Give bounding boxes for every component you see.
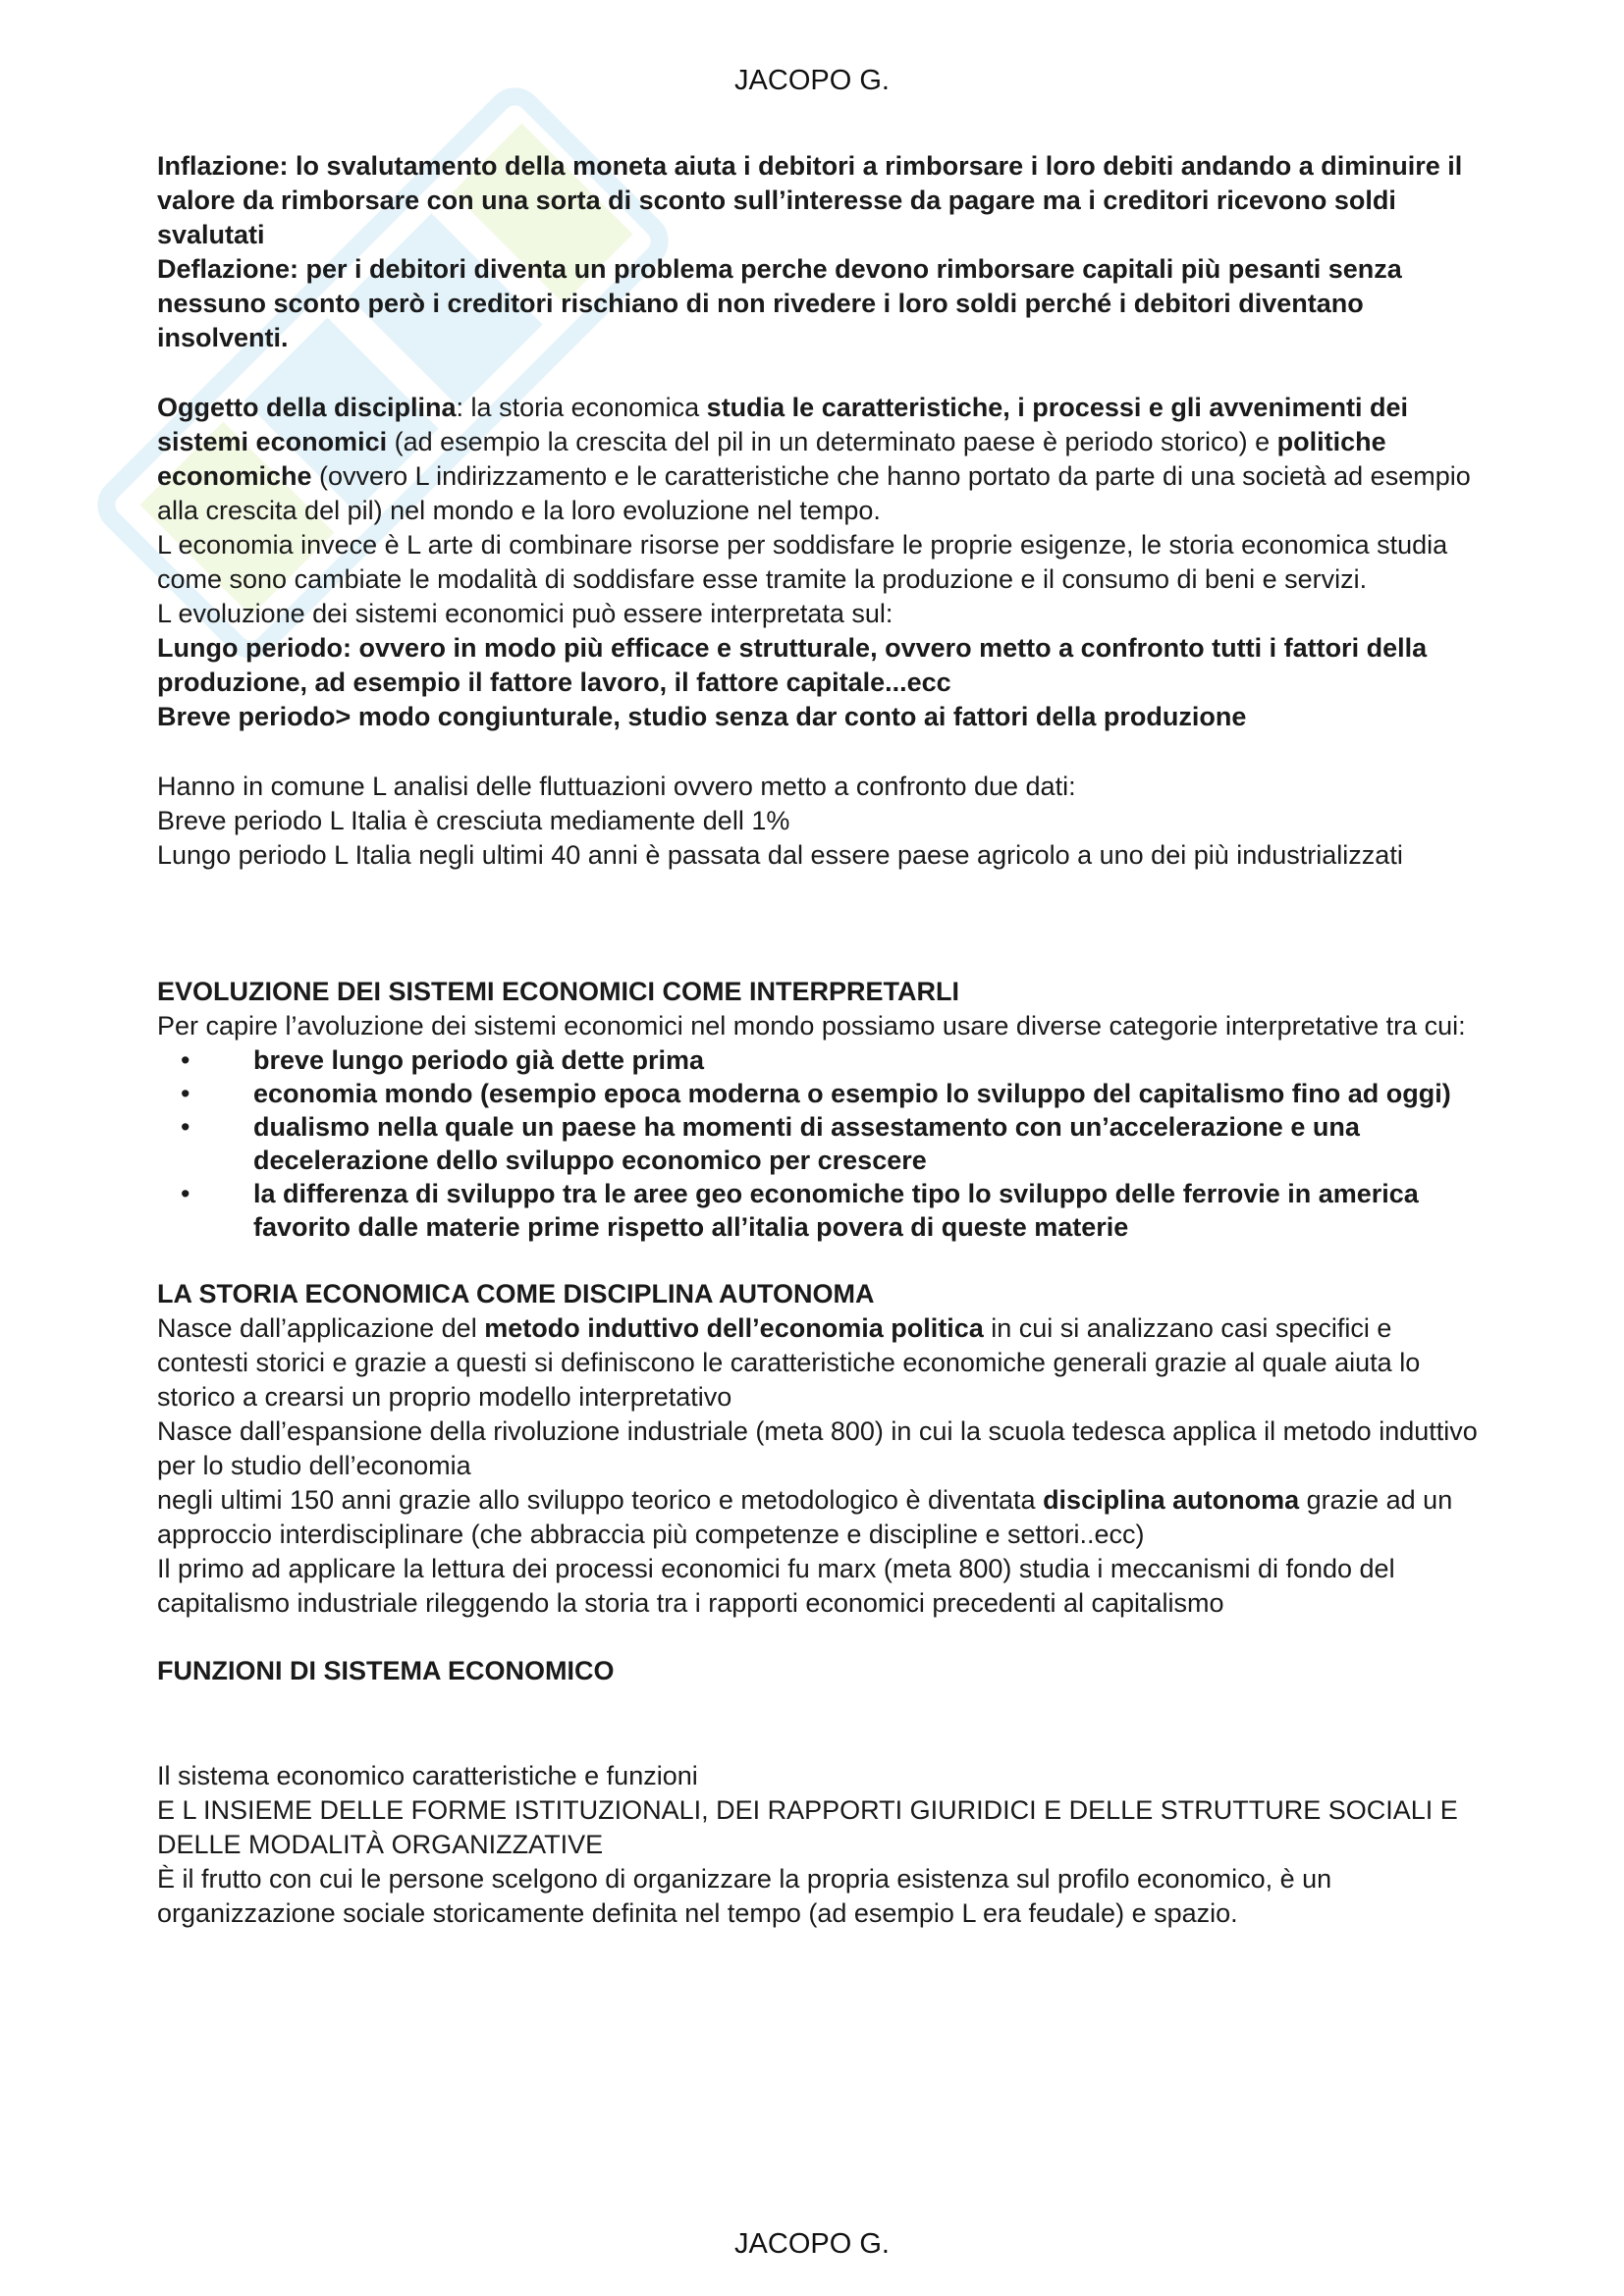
para-autonoma-1: Nasce dall’applicazione del metodo induttivo dell’economia politica in cui si analizzano casi specifici e contesti storici e grazie a questi si definiscono le caratteristiche economiche generali grazie al quale aiuta lo storico a crearsi un proprio modello interpretativo <box>157 1313 1421 1412</box>
list-item: • la differenza di sviluppo tra le aree geo economiche tipo lo sviluppo delle ferrovie in america favorito dalle materie prime rispetto all’italia povera di queste materie <box>181 1179 1419 1242</box>
para-autonoma-3: negli ultimi 150 anni grazie allo sviluppo teorico e metodologico è diventata disciplina autonoma grazie ad un approccio interdisciplinare (che abbraccia più competenze e discipline e settori..ecc) <box>157 1485 1453 1549</box>
para-funzioni-1: Il sistema economico caratteristiche e funzioni <box>157 1761 698 1790</box>
para-breve-italia: Breve periodo L Italia è cresciuta mediamente dell 1% <box>157 806 790 835</box>
para-oggetto: Oggetto della disciplina: la storia economica studia le caratteristiche, i processi e gli avvenimenti dei sistemi economici (ad esempio la crescita del pil in un determinato paese è periodo storico) e politiche economiche (ovvero L indirizzamento e le caratteristiche che hanno portato da parte di una società ad esempio alla crescita del pil) nel mondo e la loro evoluzione nel tempo. <box>157 393 1471 525</box>
list-item: • economia mondo (esempio epoca moderna o esempio lo sviluppo del capitalismo fino ad oggi) <box>181 1079 1451 1108</box>
heading-autonoma: LA STORIA ECONOMICA COME DISCIPLINA AUTONOMA <box>157 1279 875 1308</box>
para-inflazione: Inflazione: lo svalutamento della moneta aiuta i debitori a rimborsare i loro debiti andando a diminuire il valore da rimborsare con una sorta di sconto sull’interesse da pagare ma i creditori ricevono soldi svalutati <box>157 151 1463 249</box>
para-evoluzione-intro: Per capire l’avoluzione dei sistemi economici nel mondo possiamo usare diverse categorie interpretative tra cui: <box>157 1011 1466 1041</box>
page-footer: JACOPO G. <box>734 2228 890 2260</box>
page-header: JACOPO G. <box>734 65 890 96</box>
para-autonoma-4: Il primo ad applicare la lettura dei processi economici fu marx (meta 800) studia i meccanismi di fondo del capitalismo industriale rileggendo la storia tra i rapporti economici precedenti al capitalismo <box>157 1554 1395 1618</box>
para-evoluzione: L evoluzione dei sistemi economici può essere interpretata sul: <box>157 599 893 628</box>
list-item: • dualismo nella quale un paese ha momenti di assestamento con un’accelerazione e una decelerazione dello sviluppo economico per crescere <box>181 1112 1360 1175</box>
para-breve: Breve periodo> modo congiunturale, studio senza dar conto ai fattori della produzione <box>157 702 1247 731</box>
bullet-icon: • <box>181 1179 190 1208</box>
para-deflazione: Deflazione: per i debitori diventa un problema perche devono rimborsare capitali più pesanti senza nessuno sconto però i creditori rischiano di non rivedere i loro soldi perché i debitori diventano insolventi. <box>157 254 1402 352</box>
bullet-list <box>157 1043 1483 1244</box>
para-comune: Hanno in comune L analisi delle fluttuazioni ovvero metto a confronto due dati: <box>157 772 1076 801</box>
para-autonoma-2: Nasce dall’espansione della rivoluzione industriale (meta 800) in cui la scuola tedesca applica il metodo induttivo per lo studio dell’economia <box>157 1416 1478 1480</box>
para-lungo: Lungo periodo: ovvero in modo più efficace e strutturale, ovvero metto a confronto tutti i fattori della produzione, ad esempio il fattore lavoro, il fattore capitale...ecc <box>157 633 1428 697</box>
heading-evoluzione: EVOLUZIONE DEI SISTEMI ECONOMICI COME INTERPRETARLI <box>157 977 960 1006</box>
list-item: • breve lungo periodo già dette prima <box>181 1045 705 1075</box>
bullet-icon: • <box>181 1045 190 1075</box>
para-funzioni-2: E L INSIEME DELLE FORME ISTITUZIONALI, DEI RAPPORTI GIURIDICI E DELLE STRUTTURE SOCIALI E DELLE MODALITÀ ORGANIZZATIVE <box>157 1795 1458 1859</box>
heading-funzioni: FUNZIONI DI SISTEMA ECONOMICO <box>157 1656 615 1685</box>
para-funzioni-3: È il frutto con cui le persone scelgono di organizzare la propria esistenza sul profilo economico, è un organizzazione sociale storicamente definita nel tempo (ad esempio L era feudale) e spazio. <box>157 1864 1332 1928</box>
document-body <box>157 149 1483 1931</box>
para-lungo-italia: Lungo periodo L Italia negli ultimi 40 anni è passata dal essere paese agricolo a uno dei più industrializzati <box>157 840 1403 870</box>
bullet-icon: • <box>181 1112 190 1142</box>
bullet-icon: • <box>181 1079 190 1108</box>
para-economia: L economia invece è L arte di combinare risorse per soddisfare le proprie esigenze, le storia economica studia come sono cambiate le modalità di soddisfare esse tramite la produzione e il consumo di beni e servizi. <box>157 530 1448 594</box>
